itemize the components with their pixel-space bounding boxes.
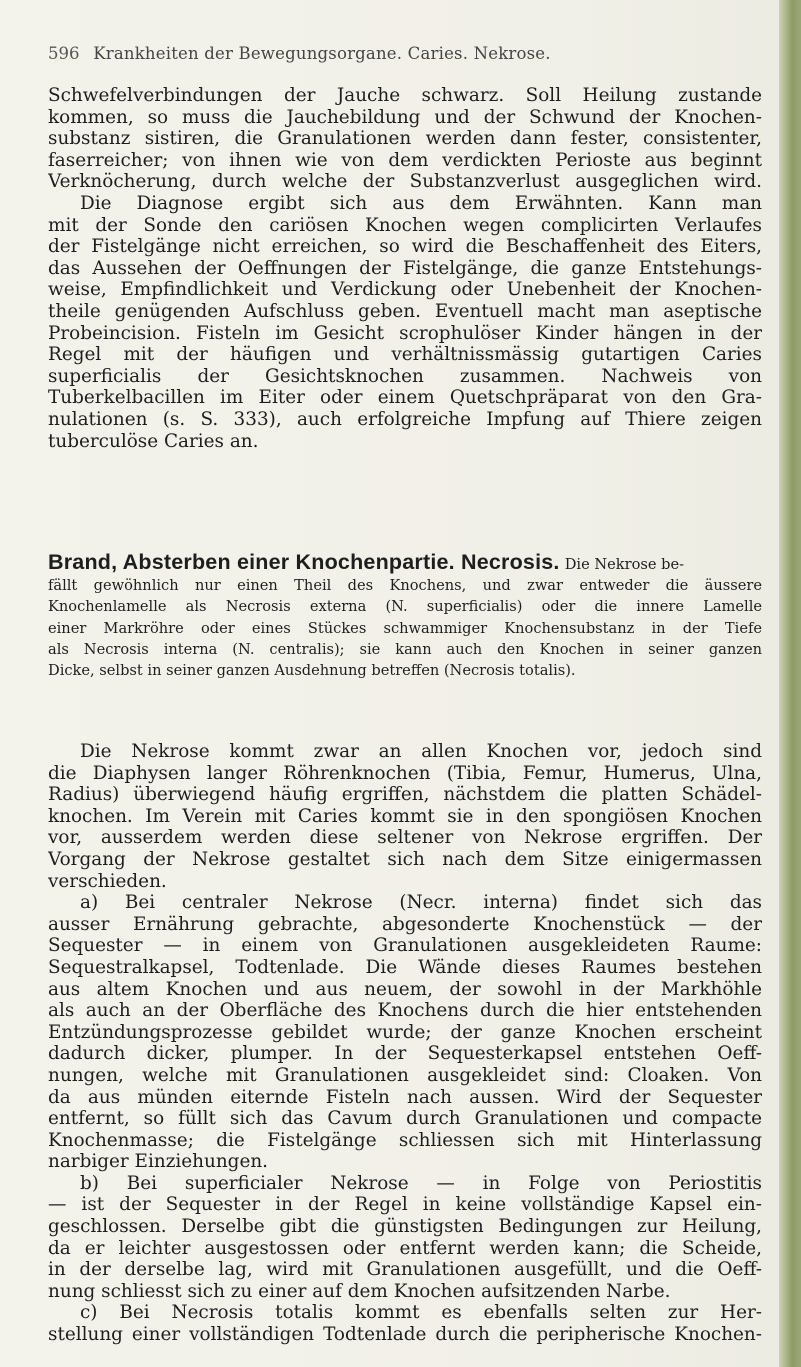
text-line: da aus münden eiternde Fisteln nach aussen. Wird der Sequester — [48, 1086, 762, 1108]
book-spine-edge — [779, 0, 801, 1367]
text-line: Knochenlamelle als Necrosis externa (N. superficialis) oder die innere Lamelle — [48, 598, 762, 616]
text-line: dadurch dicker, plumper. In der Sequesterkapsel entstehen Oeff- — [48, 1043, 762, 1065]
paragraph-necrosis-forms — [48, 741, 762, 1346]
text-line: a) Bei centraler Nekrose (Necr. interna) findet sich das — [80, 892, 762, 914]
text-line: Regel mit der häufigen und verhältnissmässig gutartigen Caries — [48, 344, 762, 366]
text-line: in der derselbe lag, wird mit Granulationen ausgefüllt, und die Oeff- — [48, 1259, 762, 1281]
paragraph-caries-diagnosis — [48, 85, 762, 452]
section-heading — [48, 550, 762, 575]
text-line: die Diaphysen langer Röhrenknochen (Tibia, Femur, Humerus, Ulna, — [48, 762, 762, 784]
text-line: Die Diagnose ergibt sich aus dem Erwähnten. Kann man — [80, 192, 762, 214]
text-line: geschlossen. Derselbe gibt die günstigsten Bedingungen zur Heilung, — [48, 1216, 762, 1238]
text-line: ausser Ernährung gebrachte, abgesonderte Knochenstück — der — [48, 913, 762, 935]
text-line: das Aussehen der Oeffnungen der Fistelgänge, die ganze Entstehungs- — [48, 257, 762, 279]
text-line: substanz sistiren, die Granulationen werden dann fester, consistenter, — [48, 128, 762, 150]
text-line: Die Nekrose kommt zwar an allen Knochen vor, jedoch sind — [80, 741, 762, 762]
text-line: entfernt, so füllt sich das Cavum durch Granulationen und compacte — [48, 1108, 762, 1130]
text-line: — ist der Sequester in der Regel in keine vollständige Kapsel ein- — [48, 1194, 762, 1216]
text-line: vor, ausserdem werden diese seltener von Nekrose ergriffen. Der — [48, 827, 762, 849]
text-line: nungen, welche mit Granulationen ausgekleidet sind: Cloaken. Von — [48, 1064, 762, 1086]
page-number: 596 — [48, 44, 80, 63]
text-line: Sequester — in einem von Granulationen ausgekleideten Raume: — [48, 935, 762, 957]
text-line: theile genügenden Aufschluss geben. Eventuell macht man aseptische — [48, 300, 762, 322]
text-line: b) Bei superficialer Nekrose — in Folge von Periostitis — [80, 1172, 762, 1194]
text-line: kommen, so muss die Jauchebildung und der Schwund der Knochen- — [48, 106, 762, 128]
text-line: weise, Empfindlichkeit und Verdickung oder Unebenheit der Knochen- — [48, 279, 762, 301]
text-line: als Necrosis interna (N. centralis); sie kann auch den Knochen in seiner ganzen — [48, 640, 762, 658]
text-line: Verknöcherung, durch welche der Substanzverlust ausgeglichen wird. — [48, 171, 762, 193]
section-title-necrosis: Brand, Absterben einer Knochenpartie. Necrosis. — [48, 550, 560, 574]
text-line: verschieden. — [48, 870, 167, 892]
text-line: Dicke, selbst in seiner ganzen Ausdehnung betreffen (Necrosis totalis). — [48, 662, 576, 680]
text-line: Vorgang der Nekrose gestaltet sich nach dem Sitze einigermassen — [48, 848, 762, 870]
running-title: Krankheiten der Bewegungsorgane. Caries. Nekrose. — [93, 44, 551, 63]
text-line: nulationen (s. S. 333), auch erfolgreiche Impfung auf Thiere zeigen — [48, 408, 762, 430]
text-line: Sequestralkapsel, Todtenlade. Die Wände dieses Raumes bestehen — [48, 956, 762, 978]
text-line: als auch an der Oberfläche des Knochens durch die hier entstehenden — [48, 1000, 762, 1022]
text-line: mit der Sonde den cariösen Knochen wegen complicirten Verlaufes — [48, 214, 762, 236]
text-line: da er leichter ausgestossen oder entfernt werden kann; die Scheide, — [48, 1237, 762, 1259]
text-line: Probeincision. Fisteln im Gesicht scrophulöser Kinder hängen in der — [48, 322, 762, 344]
page-header — [48, 44, 748, 63]
text-line: aus altem Knochen und aus neuem, der sowohl in der Markhöhle — [48, 978, 762, 1000]
text-line: der Fistelgänge nicht erreichen, so wird die Beschaffenheit des Eiters, — [48, 236, 762, 258]
text-line: Entzündungsprozesse gebildet wurde; der ganze Knochen erscheint — [48, 1021, 762, 1043]
text-line: einer Markröhre oder eines Stückes schwammiger Knochensubstanz in der Tiefe — [48, 619, 762, 637]
text-line: Tuberkelbacillen im Eiter oder einem Quetschpräparat von den Gra- — [48, 387, 762, 409]
text-line: Knochenmasse; die Fistelgänge schliessen sich mit Hinterlassung — [48, 1129, 762, 1151]
text-line: nung schliesst sich zu einer auf dem Knochen aufsitzenden Narbe. — [48, 1280, 671, 1302]
text-line: fällt gewöhnlich nur einen Theil des Knochens, und zwar entweder die äussere — [48, 577, 762, 594]
text-line: superficialis der Gesichtsknochen zusammen. Nachweis von — [48, 365, 762, 387]
text-line: stellung einer vollständigen Todtenlade durch die peripherische Knochen- — [48, 1324, 762, 1346]
text-line: Radius) überwiegend häufig ergriffen, nächstdem die platten Schädel- — [48, 784, 762, 806]
text-line: Schwefelverbindungen der Jauche schwarz. Soll Heilung zustande — [48, 85, 762, 106]
paragraph-necrosis-definition — [48, 575, 762, 681]
text-line: knochen. Im Verein mit Caries kommt sie in den spongiösen Knochen — [48, 805, 762, 827]
text-line: narbiger Einziehungen. — [48, 1151, 269, 1173]
text-line: tuberculöse Caries an. — [48, 430, 259, 452]
text-line: faserreicher; von ihnen wie von dem verdickten Perioste aus beginnt — [48, 149, 762, 171]
text-line: c) Bei Necrosis totalis kommt es ebenfalls selten zur Her- — [80, 1302, 762, 1324]
section-heading-continuation: Die Nekrose be- — [564, 556, 685, 573]
